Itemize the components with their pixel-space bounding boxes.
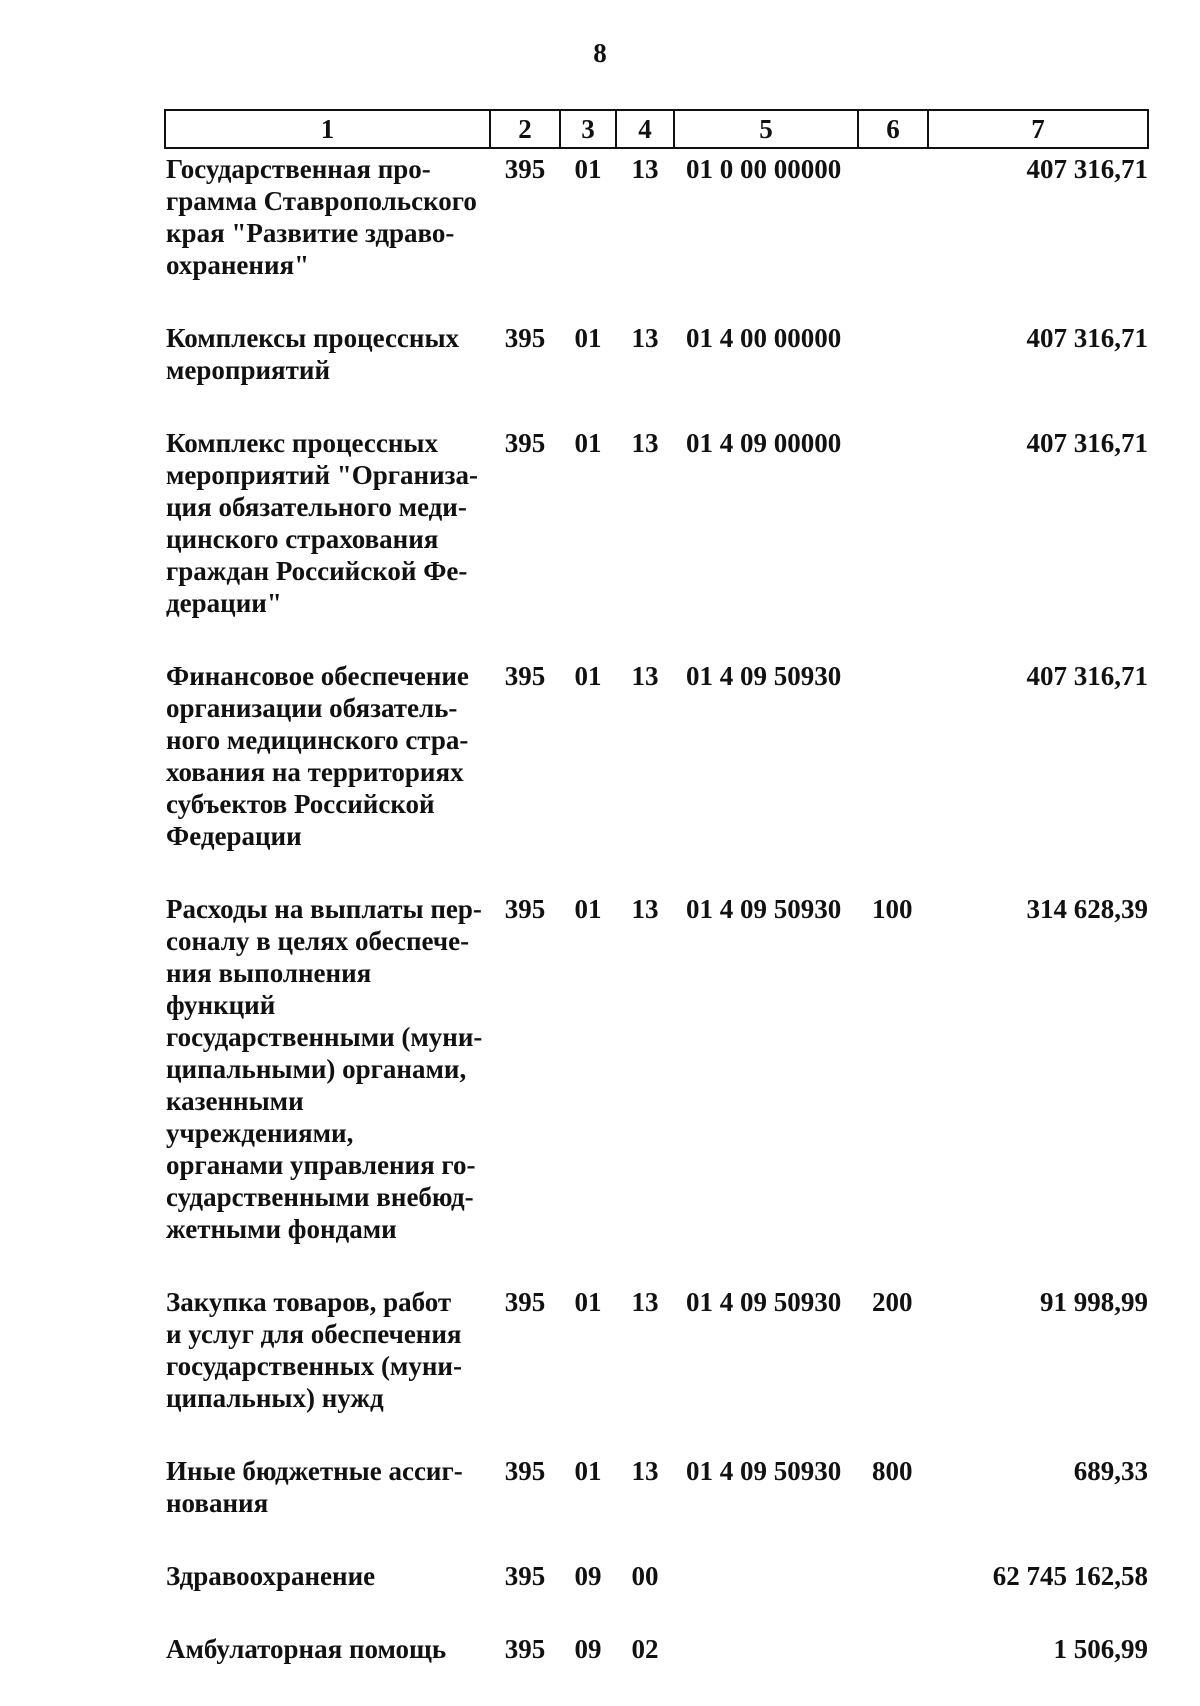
column-header: 7 (928, 110, 1148, 148)
row-code-col3: 01 (574, 323, 602, 353)
row-code-col4: 02 (631, 1634, 659, 1664)
row-name: Иные бюджетные ассиг- нования (166, 1456, 463, 1518)
row-code-col4: 13 (631, 1287, 659, 1317)
row-code-col3: 01 (574, 1287, 602, 1317)
row-code-col5: 01 4 00 00000 (686, 323, 842, 353)
row-code-col4: 13 (631, 428, 659, 458)
budget-table (164, 109, 1149, 1706)
row-name: Государственная про- грамма Ставропольского края "Развитие здраво- охранения" (166, 154, 477, 280)
table-row (165, 322, 1148, 427)
row-code-col6: 200 (872, 1287, 913, 1317)
row-code-col2: 395 (504, 894, 546, 924)
row-code-col4: 00 (631, 1561, 659, 1591)
row-code-col5 (674, 1560, 858, 1633)
row-name: Комплекс процессных мероприятий "Организа- ция обязательного меди- цинского страхования граждан Российской Фе- дерации" (166, 428, 478, 618)
row-code-col3: 01 (574, 894, 602, 924)
row-code-col6 (858, 427, 928, 660)
row-name: Расходы на выплаты пер- соналу в целях обеспече- ния выполнения функций государственными (муни- ципальными) органами, казенными учреждениями, органами управления го- сударственными внебюд- жетными фондами (166, 894, 483, 1244)
row-code-col2: 395 (504, 1561, 546, 1591)
column-header: 3 (560, 110, 616, 148)
row-code-col6 (858, 148, 928, 322)
row-code-col3: 01 (574, 661, 602, 691)
row-code-col2: 395 (504, 323, 546, 353)
column-header: 4 (616, 110, 674, 148)
row-amount: 407 316,71 (1026, 428, 1148, 458)
page-number: 8 (593, 38, 607, 68)
row-code-col2: 395 (504, 428, 546, 458)
table-header-row (165, 110, 1148, 148)
row-name: Закупка товаров, работ и услуг для обеспечения государственных (муни- ципальных) нужд (166, 1287, 462, 1413)
row-code-col5: 01 4 09 50930 (686, 894, 842, 924)
row-name: Амбулаторная помощь (166, 1634, 447, 1664)
row-code-col5: 01 4 09 50930 (686, 1456, 842, 1486)
row-name: Финансовое обеспечение организации обязатель- ного медицинского стра- хования на территориях субъектов Российской Федерации (166, 661, 469, 851)
column-header: 5 (674, 110, 858, 148)
row-amount: 91 998,99 (1040, 1287, 1148, 1317)
row-amount: 62 745 162,58 (992, 1561, 1148, 1591)
table-row (165, 1286, 1148, 1455)
row-code-col3: 09 (574, 1634, 602, 1664)
row-code-col4: 13 (631, 154, 659, 184)
row-code-col6: 800 (872, 1456, 913, 1486)
row-code-col2: 395 (504, 1634, 546, 1664)
table-row (165, 660, 1148, 893)
row-amount: 314 628,39 (1026, 894, 1148, 924)
row-code-col6 (858, 322, 928, 427)
table-body (165, 148, 1148, 1706)
row-code-col5: 01 0 00 00000 (686, 154, 842, 184)
column-header: 6 (858, 110, 928, 148)
row-code-col2: 395 (504, 1456, 546, 1486)
row-code-col6 (858, 1633, 928, 1706)
row-code-col4: 13 (631, 323, 659, 353)
row-code-col2: 395 (504, 661, 546, 691)
row-code-col3: 09 (574, 1561, 602, 1591)
row-code-col3: 01 (574, 428, 602, 458)
row-amount: 689,33 (1073, 1456, 1148, 1486)
row-name: Комплексы процессных мероприятий (166, 323, 460, 385)
table-row (165, 1455, 1148, 1560)
row-code-col2: 395 (504, 154, 546, 184)
table-row (165, 148, 1148, 322)
row-code-col3: 01 (574, 1456, 602, 1486)
column-header: 2 (490, 110, 560, 148)
row-code-col4: 13 (631, 1456, 659, 1486)
table-row (165, 427, 1148, 660)
row-code-col6: 100 (872, 894, 913, 924)
row-code-col2: 395 (504, 1287, 546, 1317)
row-code-col6 (858, 660, 928, 893)
row-code-col5: 01 4 09 50930 (686, 1287, 842, 1317)
table-row (165, 893, 1148, 1286)
row-amount: 407 316,71 (1026, 154, 1148, 184)
table-row (165, 1560, 1148, 1633)
row-name: Здравоохранение (166, 1561, 376, 1591)
row-code-col4: 13 (631, 894, 659, 924)
row-code-col6 (858, 1560, 928, 1633)
column-header: 1 (165, 110, 490, 148)
row-code-col4: 13 (631, 661, 659, 691)
row-amount: 407 316,71 (1026, 323, 1148, 353)
row-amount: 1 506,99 (1053, 1634, 1148, 1664)
table-row (165, 1633, 1148, 1706)
row-code-col3: 01 (574, 154, 602, 184)
row-code-col5 (674, 1633, 858, 1706)
row-amount: 407 316,71 (1026, 661, 1148, 691)
row-code-col5: 01 4 09 00000 (686, 428, 842, 458)
row-code-col5: 01 4 09 50930 (686, 661, 842, 691)
